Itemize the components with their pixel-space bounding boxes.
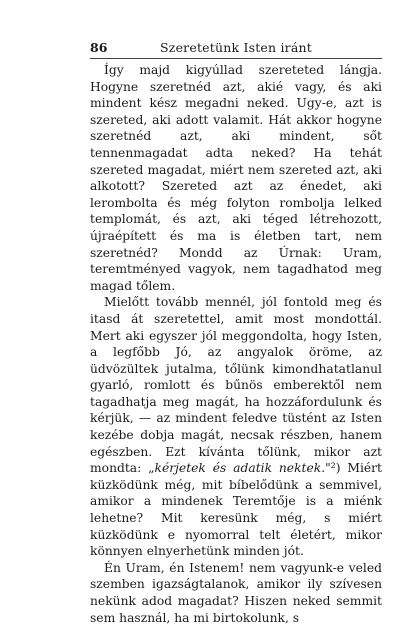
scripture-quote: kérjetek és adatik nektek. <box>154 461 326 476</box>
paragraph-3: Én Uram, én Istenem! nem vagyunk-e veled szemben igazságtalanok, amikor ily szívesen nekünk adod magadat? Hiszen neked semmit sem használ, ha mi birtokolunk, s <box>90 560 382 625</box>
header-rule <box>90 58 382 59</box>
paragraph-2 <box>90 294 382 560</box>
body-text <box>90 62 382 626</box>
paragraph-1: Így majd kigyúllad szereteted lángja. Hogyne szeretnéd azt, akié vagy, és aki mindent kész megadni neked. Ugy-e, azt is szereted, aki adott valamit. Hát akkor hogyne szeretnéd azt, aki mindent, sőt tennenmagadat adta neked? Ha tehát szereted magadat, miért nem szereted azt, aki alkotott? Szereted azt az énedet, aki lerombolta és még folyton rombolja lelked templomát, és azt, aki téged létrehozott, újraépített és ma is életben tart, nem szeretnéd? Mondd az Úrnak: Uram, teremtményed vagyok, nem tagadhatod meg magad tőlem. <box>90 63 382 293</box>
page-number: 86 <box>90 40 108 55</box>
page-header <box>90 38 382 58</box>
paragraph-2-text-a: Mielőtt tovább mennél, jól fontold meg és itasd át szeretettel, amit most mondottál. Mert aki egyszer jól meggondolta, hogy Isten, a legfőbb Jó, az angyalok öröme, az üdvözültek jutalma, tőlünk kimondhatatlanul gyarló, romlott és bűnös emberektől nem tagadhatja meg magát, ha hozzáfordulunk és kérjük, — az mindent feledve tüstént az Isten kezébe dobja magát, necsak részben, hanem egészben. Ezt kívánta tőlünk, mikor azt mondta: „ <box>90 295 382 476</box>
running-title: Szeretetünk Isten iránt <box>160 40 312 55</box>
footnote-mark: "²) <box>325 461 341 476</box>
paragraph-2-text-b: Miért küzködünk még, mit bíbelődünk a semmivel, amikor a mindenek Teremtője is a miénk lehetne? Mit keresünk még, s miért küzködünk e nyomorral telt életért, mikor könnyen elnyerhetünk minden jót. <box>90 461 382 559</box>
